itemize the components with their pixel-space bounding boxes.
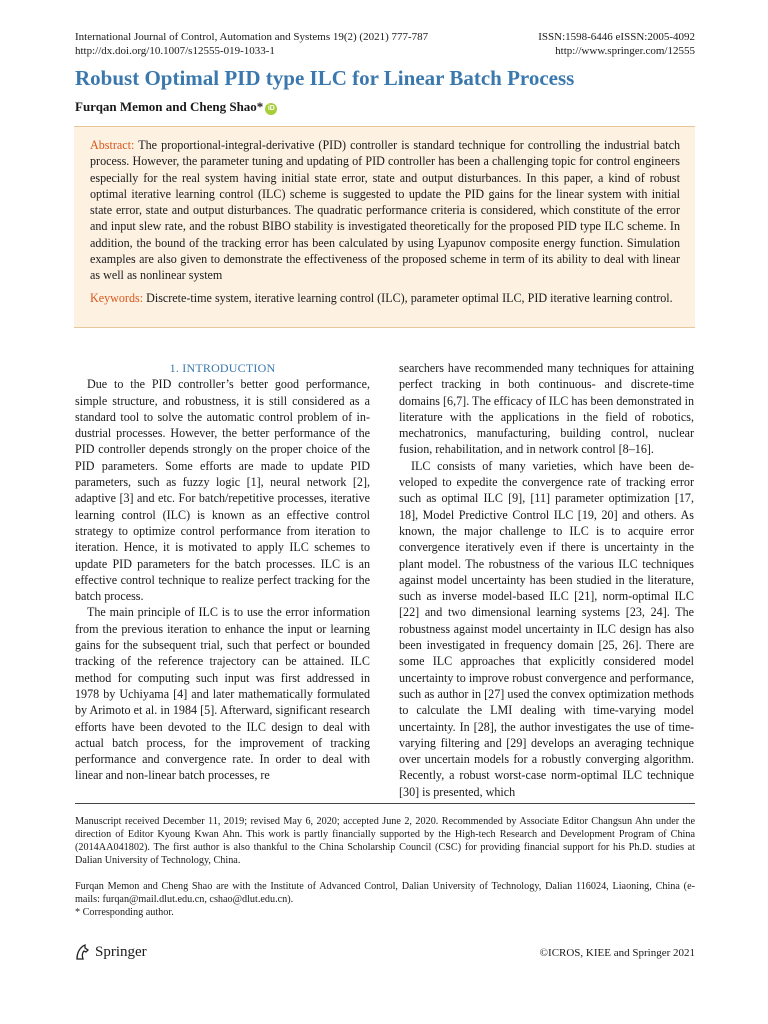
orcid-icon[interactable]: iD	[265, 103, 277, 115]
corresponding-author: * Corresponding author.	[75, 907, 174, 918]
doi-link[interactable]: http://dx.doi.org/10.1007/s12555-019-1033-1	[75, 45, 275, 57]
paragraph: ILC consists of many varieties, which have been developed to expedite the convergence rate of tracking error such as optimal ILC [9], [11] parameter optimization [17, 18], Model Predictive Control ILC [19, 20] and others. As known, the major challenge to ILC is to acquire error convergence iteratively even if there is uncertainty in the plant model. The robustness of the various ILC techniques against model uncertainty has been studied in the literature, such as inverse model-based ILC [21], norm-optimal ILC [22] and two dimensional learning systems [23, 24]. The robustness against model uncertainty in ILC design has also been investigated in frequency domain [25, 26]. There are some ILC approaches that explicitly considered model uncertainty to improve robust convergence and performance, such as author in [27] used the convex optimization methods to calculate the LMI dealing with time-varying model uncertainty. In [28], the author investigates the use of time-varying filtering and [29] develops an averaging technique over uncertain models for a robustly converging algorithm. Recently, a robust worst-case norm-optimal ILC technique [30] is presented, which	[399, 458, 694, 799]
authors	[75, 99, 277, 115]
paragraph: Due to the PID controller’s better good performance, simple structure, and robustness, it is still considered as a standard tool to solve the automatic control problem of industrial processes. However, the better performance of the PID controller depends strongly on the proper choice of the PID parameters. Some efforts are made to update PID parameters, such as fuzzy logic [1], neural network [2], adaptive [3] and etc. For batch/repetitive processes, iterative learning control (ILC) is known as an effective control strategy to optimize control performance from iteration to iteration. Hence, it is motivated to apply ILC schemes to update PID parameters for the batch processes. ILC is an effective control technique to realize perfect tracking for the batch process.	[75, 377, 370, 604]
springer-horse-icon	[73, 943, 91, 961]
issn: ISSN:1598-6446 eISSN:2005-4092	[538, 31, 695, 43]
issn-header	[538, 30, 695, 58]
affiliation-text: Furqan Memon and Cheng Shao are with the Institute of Advanced Control, Dalian University of Technology, Dalian 116024, Liaoning, China (e-mails: furqan@mail.dlut.edu.cn, cshao@dlut.edu.cn).	[75, 881, 695, 905]
footnote-affiliation	[75, 880, 695, 919]
author-names: Furqan Memon and Cheng Shao*	[75, 99, 264, 114]
footnote-divider	[75, 803, 695, 804]
keywords	[90, 290, 680, 306]
abstract-label: Abstract:	[90, 138, 135, 152]
keywords-text: Discrete-time system, iterative learning control (ILC), parameter optimal ILC, PID iterative learning control.	[143, 291, 673, 305]
copyright: ©ICROS, KIEE and Springer 2021	[539, 947, 695, 959]
springer-logo	[73, 943, 147, 961]
left-column	[75, 360, 370, 784]
footnote-manuscript: Manuscript received December 11, 2019; revised May 6, 2020; accepted June 2, 2020. Recommended by Associate Editor Changsun Ahn under the direction of Editor Kyoung Kwan Ahn. This work is partly financially supported by the High-tech Research and Development Program of China (2014AA041802). The first author is also thankful to the China Scholarship Council (CSC) for providing financial support for his Ph.D. studies at Dalian University of Technology, China.	[75, 816, 695, 866]
abstract-text: The proportional-integral-derivative (PID) controller is standard technique for controlling the industrial batch process. However, the parameter tuning and updating of PID controller has been a challenging topic for control engineers especially for the real system having initial state error, state and output disturbances. In this paper, a kind of robust optimal iterative learning control (ILC) scheme is suggested to update the PID gains for the linear system with initial state error, state and output disturbances. The quadratic performance criteria is considered, which constitute of the error and input slew rate, and the robust BIBO stability is investigated theoretically for the proposed PID type ILC scheme. In addition, the bound of the tracking error has been calculated by using Lyapunov composite energy function. Simulation examples are also given to demonstrate the effectiveness of the proposed scheme in term of its ability to deal with linear as well as nonlinear system	[90, 138, 680, 283]
website-link[interactable]: http://www.springer.com/12555	[555, 45, 695, 57]
journal-citation: International Journal of Control, Automation and Systems 19(2) (2021) 777-787	[75, 31, 429, 43]
paper-title: Robust Optimal PID type ILC for Linear Batch Process	[75, 66, 575, 90]
paragraph: searchers have recommended many techniques for attaining perfect tracking in both continuous- and discrete-time domains [6,7]. The efficacy of ILC has been demonstrated in literature with the applications in the field of robotics, mechatronics, manufacturing, building control, nuclear fusion, rehabilitation, and in network control [8–16].	[399, 361, 694, 457]
paragraph: The main principle of ILC is to use the error information from the previous iteration to enhance the input or learning gains for the subsequent trial, such that perfect or bounded tracking of the reference trajectory can be attained. ILC method for computing such input was first addressed in 1978 by Uchiyama [4] and later mathematically formulated by Arimoto et al. in 1984 [5]. Afterward, significant research efforts have been devoted to the ILC design to deal with actual batch process, for the improvement of tracking performance and convergence rate. In order to deal with linear and non-linear batch processes, re	[75, 605, 370, 783]
journal-header	[75, 30, 428, 58]
right-column	[399, 360, 694, 800]
section-heading: 1. INTRODUCTION	[169, 361, 276, 375]
keywords-label: Keywords:	[90, 291, 144, 305]
abstract	[90, 137, 680, 284]
springer-wordmark: Springer	[95, 943, 147, 960]
